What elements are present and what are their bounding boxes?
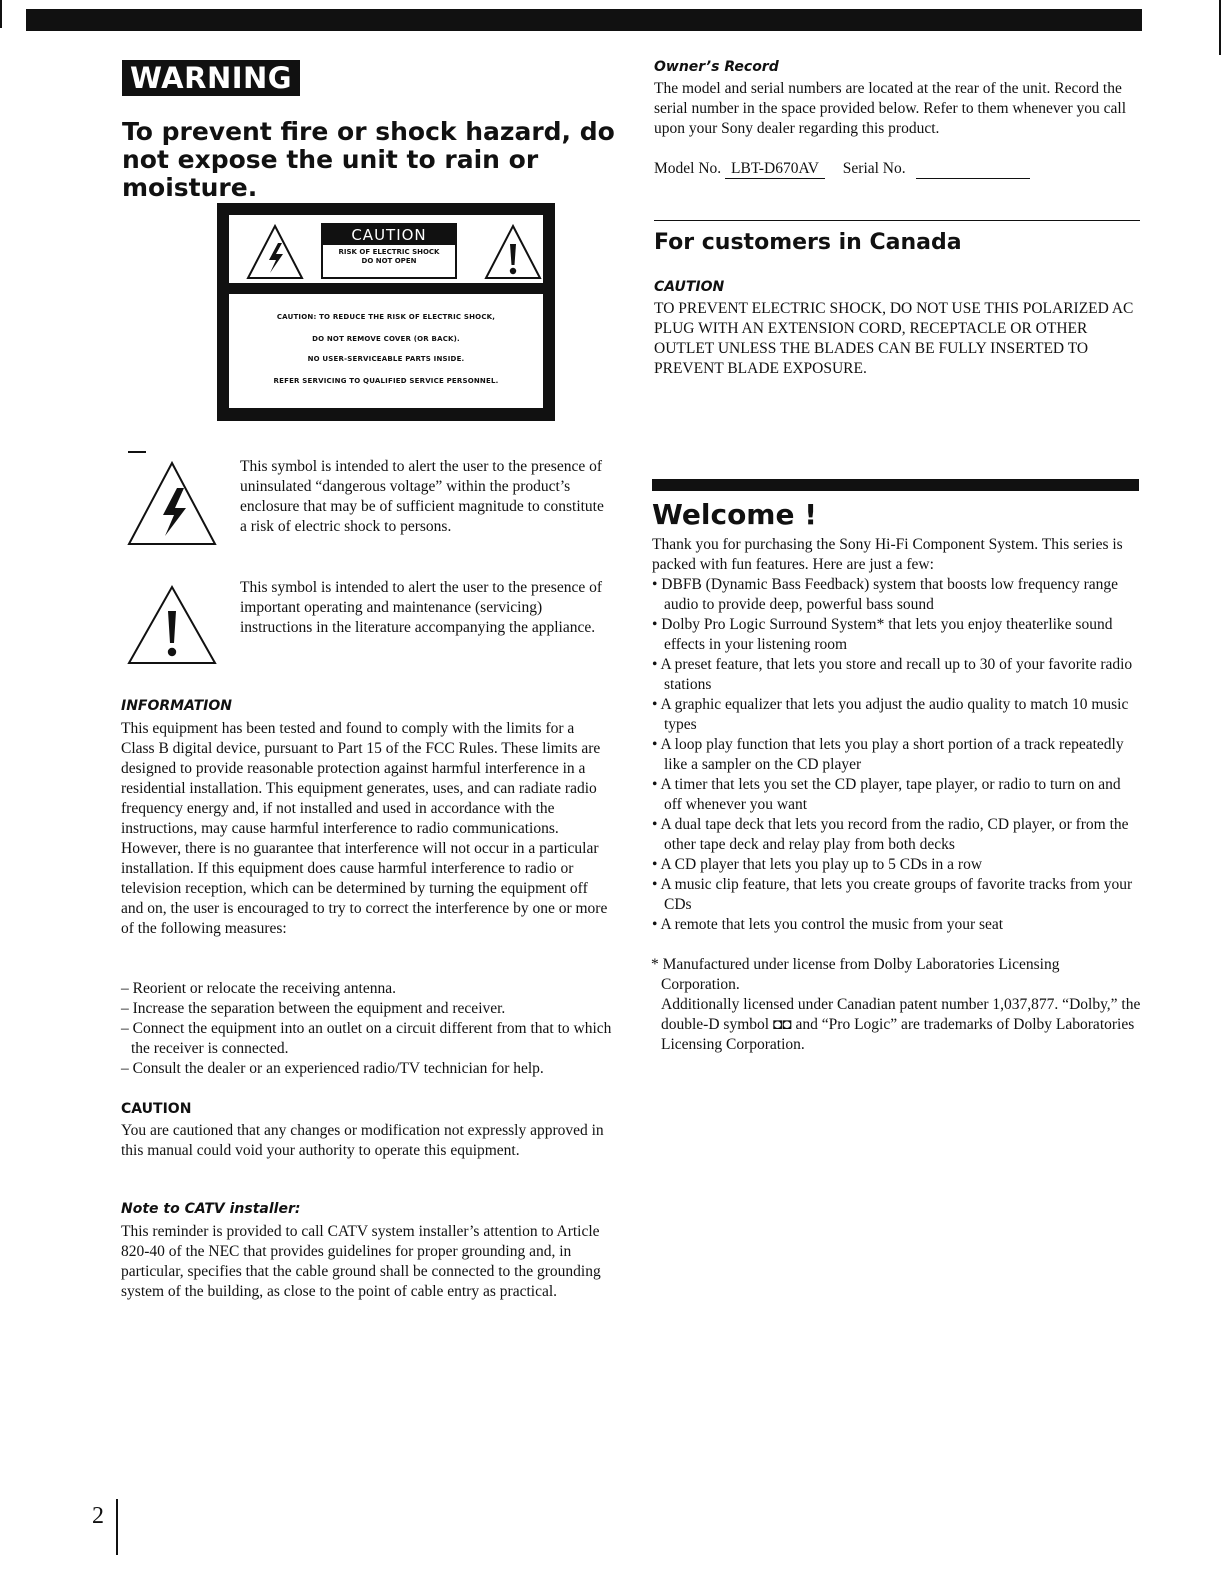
list-item: • A music clip feature, that lets you create groups of favorite tracks from your CDs <box>652 876 1133 913</box>
list-item: • A dual tape deck that lets you record from the radio, CD player, or from the other tape deck and relay play from both decks <box>652 816 1129 853</box>
footnote-line: * Manufactured under license from Dolby Laboratories Licensing Corporation. <box>651 956 1060 993</box>
list-item: – Reorient or relocate the receiving antenna. <box>121 980 396 997</box>
caution-line: REFER SERVICING TO QUALIFIED SERVICE PERSONNEL. <box>273 377 499 385</box>
caution-subtitle-line: RISK OF ELECTRIC SHOCK <box>338 248 440 256</box>
features-list <box>652 575 1142 935</box>
list-item: • DBFB (Dynamic Bass Feedback) system that boosts low frequency range audio to provide deep, powerful bass sound <box>652 576 1119 613</box>
left-edge-mark <box>0 0 2 28</box>
welcome-heading: Welcome ! <box>652 498 817 531</box>
model-label: Model No. <box>654 160 722 177</box>
canada-caution-text: TO PREVENT ELECTRIC SHOCK, DO NOT USE THIS POLARIZED AC PLUG WITH AN EXTENSION CORD, RECEPTACLE OR OTHER OUTLET UNLESS THE BLADES CAN BE FULLY INSERTED TO PREVENT BLADE EXPOSURE. <box>654 300 1134 377</box>
list-item: – Consult the dealer or an experienced radio/TV technician for help. <box>121 1060 544 1077</box>
exclamation-warning-icon <box>125 583 219 669</box>
header-bar <box>26 9 1142 31</box>
instructions-symbol-description: This symbol is intended to alert the user to the presence of important operating and maintenance (servicing) instructions in the literature accompanying the appliance. <box>240 579 603 636</box>
owners-record-label: Owner’s Record <box>654 59 779 75</box>
information-label: INFORMATION <box>121 698 232 714</box>
list-item: • A loop play function that lets you play a short portion of a track repeatedly like a sampler on the CD player <box>652 736 1124 773</box>
caution-label-title: CAUTION <box>323 225 455 245</box>
caution-label-heading: CAUTION <box>121 1101 192 1117</box>
right-edge-mark <box>1219 0 1221 55</box>
lightning-warning-icon <box>245 223 305 281</box>
list-item: • Dolby Pro Logic Surround System* that lets you enjoy theaterlike sound effects in your listening room <box>652 616 1113 653</box>
list-item: • A preset feature, that lets you store and recall up to 30 of your favorite radio stations <box>652 656 1133 693</box>
serial-number-blank <box>916 164 1030 179</box>
hazard-heading: To prevent fire or shock hazard, do not expose the unit to rain or moisture. <box>122 117 615 202</box>
lightning-warning-icon <box>125 458 219 550</box>
catv-note-text: This reminder is provided to call CATV system installer’s attention to Article 820-40 of the NEC that provides guidelines for proper grounding and, in particular, specifies that the cable ground shall be connected to the grounding system of the building, as close to the point of cable entry as practical. <box>121 1223 601 1300</box>
caution-label-box <box>217 203 555 421</box>
caution-text: You are cautioned that any changes or modification not expressly approved in this manual could void your authority to operate this equipment. <box>121 1122 604 1159</box>
owners-record-text: The model and serial numbers are located at the rear of the unit. Record the serial number in the space provided below. Refer to them whenever you call upon your Sony dealer regarding this product. <box>654 80 1127 137</box>
page-number-rule <box>116 1499 118 1555</box>
caution-line: NO USER-SERVICEABLE PARTS INSIDE. <box>307 355 465 363</box>
model-number: LBT-D670AV <box>725 160 825 179</box>
caution-label-top-panel <box>229 215 543 283</box>
caution-subtitle-line: DO NOT OPEN <box>361 257 417 265</box>
welcome-bar <box>652 479 1139 491</box>
list-item: • A graphic equalizer that lets you adjust the audio quality to match 10 music types <box>652 696 1129 733</box>
decorative-dash <box>128 451 146 453</box>
list-item: – Increase the separation between the equipment and receiver. <box>121 1000 506 1017</box>
model-serial-line <box>654 160 1030 179</box>
dolby-footnote <box>651 955 1141 1055</box>
exclamation-warning-icon <box>483 223 543 281</box>
serial-label: Serial No. <box>842 160 906 177</box>
list-item: • A CD player that lets you play up to 5 CDs in a row <box>652 856 983 873</box>
caution-line: CAUTION: TO REDUCE THE RISK OF ELECTRIC SHOCK, <box>276 313 496 321</box>
voltage-symbol-description: This symbol is intended to alert the user to the presence of uninsulated “dangerous voltage” within the product’s enclosure that may be of sufficient magnitude to constitute a risk of electric shock to persons. <box>240 458 604 535</box>
warning-badge: WARNING <box>122 60 300 96</box>
section-divider <box>654 220 1140 221</box>
caution-label <box>321 223 457 279</box>
list-item: • A timer that lets you set the CD player, tape player, or radio to turn on and off whenever you want <box>652 776 1121 813</box>
catv-note-label: Note to CATV installer: <box>121 1201 301 1217</box>
canada-caution-label: CAUTION <box>654 279 725 295</box>
page-number: 2 <box>92 1503 104 1529</box>
caution-line: DO NOT REMOVE COVER (OR BACK). <box>312 335 460 343</box>
list-item: – Connect the equipment into an outlet on a circuit different from that to which the receiver is connected. <box>121 1020 612 1057</box>
list-item: • A remote that lets you control the music from your seat <box>652 916 1004 933</box>
footnote-line: Additionally licensed under Canadian patent number 1,037,877. “Dolby,” the double-D symbol ◘◘ and “Pro Logic” are trademarks of Dolby Laboratories Licensing Corporation. <box>661 996 1141 1053</box>
interference-measures-list <box>121 979 621 1079</box>
welcome-intro: Thank you for purchasing the Sony Hi-Fi Component System. This series is packed with fun features. Here are just a few: <box>652 536 1123 573</box>
caution-label-subtitle <box>323 248 455 266</box>
canada-heading: For customers in Canada <box>654 230 962 255</box>
caution-label-bottom-panel <box>229 294 543 408</box>
information-text: This equipment has been tested and found to comply with the limits for a Class B digital device, pursuant to Part 15 of the FCC Rules. These limits are designed to provide reasonable protection against harmful interference in a residential installation. This equipment generates, uses, and can radiate radio frequency energy and, if not installed and used in accordance with the instructions, may cause harmful interference to radio communications. However, there is no guarantee that interference will not occur in a particular installation. If this equipment does cause harmful interference to radio or television reception, which can be determined by turning the equipment off and on, the user is encouraged to try to correct the interference by one or more of the following measures: <box>121 720 608 937</box>
